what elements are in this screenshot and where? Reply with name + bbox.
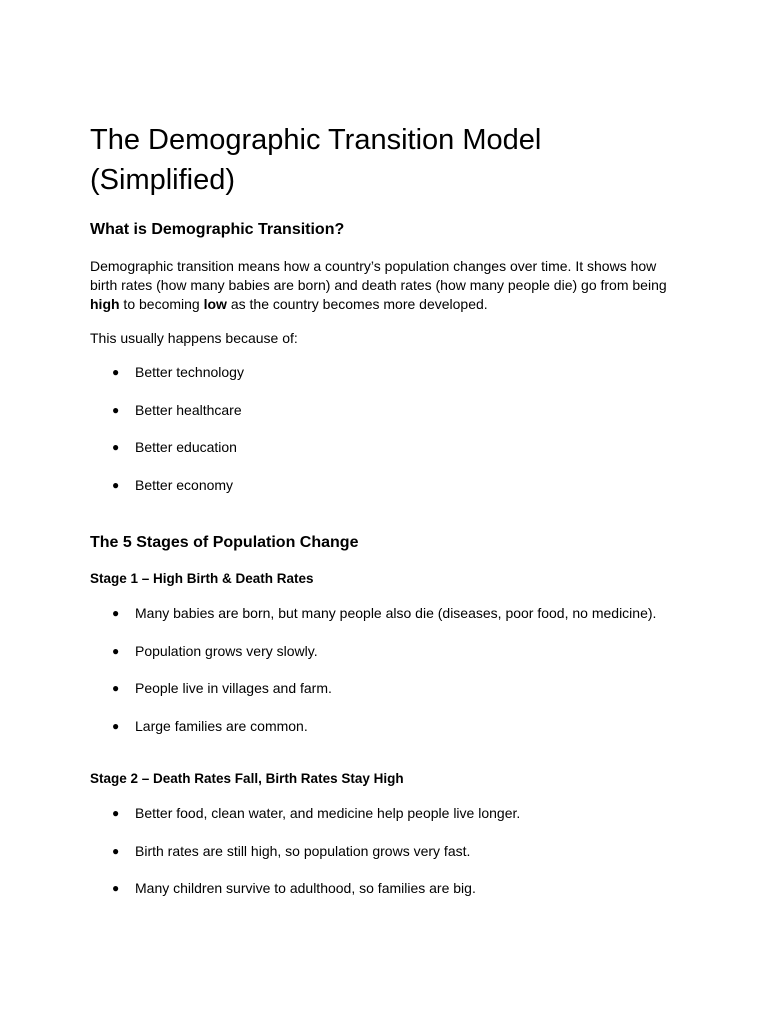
bullet-icon: ● — [112, 643, 120, 658]
bullet-icon: ● — [112, 365, 120, 379]
list-item-text: Better education — [135, 439, 237, 455]
list-item — [90, 476, 690, 514]
list-item-text: Many children survive to adulthood, so families are big. — [135, 880, 476, 896]
intro-text: Demographic transition means how a country’s population changes over time. It shows how birth rates (how many babies are born) and death rates (how many people die) go from being — [90, 258, 667, 293]
list-item — [90, 363, 690, 401]
list-item-text: Many babies are born, but many people also die (diseases, poor food, no medicine). — [135, 605, 657, 621]
bullet-icon: ● — [112, 681, 120, 695]
stage-2-heading: Stage 2 – Death Rates Fall, Birth Rates Stay High — [90, 771, 404, 786]
list-item — [90, 804, 690, 842]
bullet-icon: ● — [112, 402, 120, 417]
list-item-text: Population grows very slowly. — [135, 642, 318, 659]
reasons-list — [90, 363, 690, 513]
list-item-text: Better economy — [135, 476, 234, 493]
list-item-text: People live in villages and farm. — [135, 680, 332, 696]
intro-text: as the country becomes more developed. — [226, 296, 488, 312]
list-item-text: Large families are common. — [135, 717, 308, 734]
bullet-icon: ● — [112, 843, 120, 858]
intro-paragraph — [90, 257, 670, 314]
bullet-icon: ● — [112, 606, 120, 620]
intro-bold-low: low — [203, 296, 227, 312]
list-item-text: Better technology — [135, 364, 244, 380]
list-item — [90, 842, 690, 880]
stage-1-list — [90, 604, 690, 754]
bullet-icon: ● — [112, 806, 120, 820]
list-item-text: Better healthcare — [135, 401, 242, 418]
list-item — [90, 401, 690, 439]
list-item — [90, 679, 690, 717]
bullet-icon: ● — [112, 440, 120, 454]
list-item — [90, 438, 690, 476]
list-item — [90, 879, 690, 917]
because-paragraph: This usually happens because of: — [90, 330, 298, 346]
bullet-icon: ● — [112, 881, 120, 895]
section-heading-stages: The 5 Stages of Population Change — [90, 534, 359, 551]
section-heading-what-is: What is Demographic Transition? — [90, 221, 345, 238]
list-item-text: Birth rates are still high, so population grows very fast. — [135, 842, 471, 859]
list-item — [90, 604, 690, 642]
stage-2-list — [90, 804, 690, 917]
bullet-icon: ● — [112, 477, 120, 492]
intro-bold-high: high — [90, 296, 120, 312]
bullet-icon: ● — [112, 718, 120, 733]
intro-text: to becoming — [119, 296, 204, 312]
list-item — [90, 642, 690, 680]
list-item-text: Better food, clean water, and medicine help people live longer. — [135, 805, 521, 821]
list-item — [90, 717, 690, 755]
page-title: The Demographic Transition Model (Simplified) — [90, 124, 542, 196]
stage-1-heading: Stage 1 – High Birth & Death Rates — [90, 571, 314, 586]
